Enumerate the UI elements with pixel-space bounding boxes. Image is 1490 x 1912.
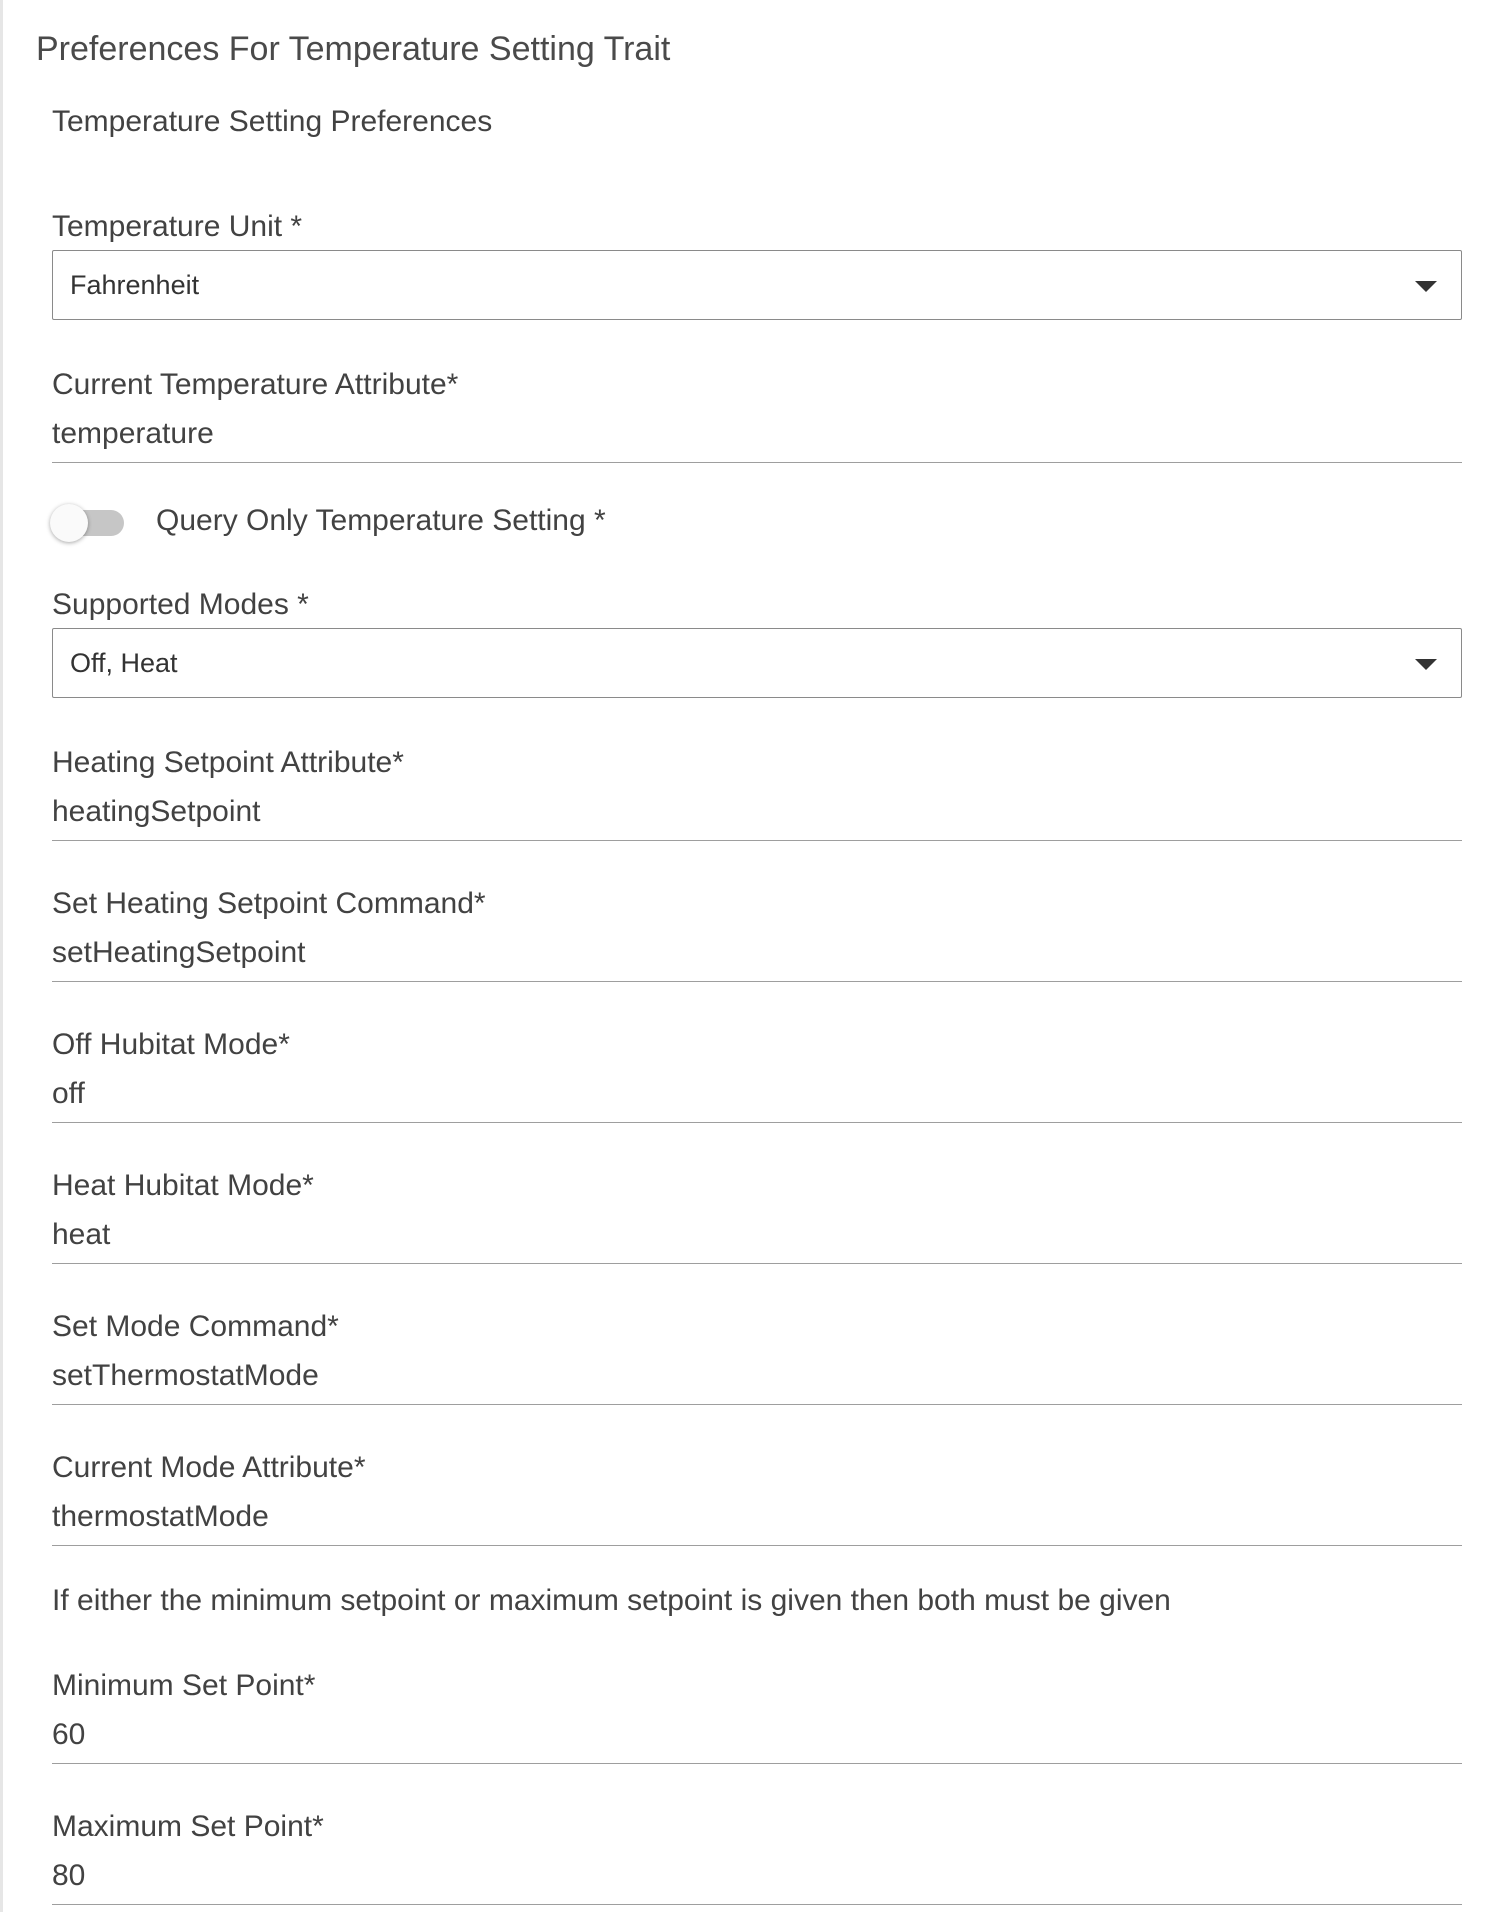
heating-setpoint-attribute-label: Heating Setpoint Attribute* [52, 746, 404, 779]
current-mode-attribute-label: Current Mode Attribute* [52, 1451, 366, 1484]
temperature-unit-label: Temperature Unit * [52, 210, 303, 243]
supported-modes-select[interactable] [52, 628, 1462, 698]
set-heating-setpoint-command-value: setHeatingSetpoint [52, 936, 306, 969]
current-temperature-attribute-label: Current Temperature Attribute* [52, 368, 459, 401]
maximum-set-point-label: Maximum Set Point* [52, 1810, 324, 1843]
toggle-thumb [50, 504, 88, 542]
set-heating-setpoint-command-label: Set Heating Setpoint Command* [52, 887, 486, 920]
heat-hubitat-mode-input[interactable] [52, 1218, 1462, 1264]
current-mode-attribute-value: thermostatMode [52, 1500, 269, 1533]
query-only-label: Query Only Temperature Setting * [156, 504, 606, 537]
off-hubitat-mode-value: off [52, 1077, 85, 1110]
chevron-down-icon [1415, 281, 1437, 292]
set-mode-command-value: setThermostatMode [52, 1359, 319, 1392]
temperature-unit-value: Fahrenheit [70, 270, 200, 300]
page-title: Preferences For Temperature Setting Trait [36, 30, 671, 68]
maximum-set-point-value: 80 [52, 1859, 86, 1892]
query-only-toggle[interactable] [50, 504, 126, 540]
current-temperature-attribute-value: temperature [52, 417, 214, 450]
heating-setpoint-attribute-value: heatingSetpoint [52, 795, 261, 828]
chevron-down-icon [1415, 659, 1437, 670]
current-mode-attribute-input[interactable] [52, 1500, 1462, 1546]
section-label: Temperature Setting Preferences [52, 105, 493, 138]
supported-modes-label: Supported Modes * [52, 588, 309, 621]
minimum-set-point-input[interactable] [52, 1718, 1462, 1764]
temperature-unit-select[interactable] [52, 250, 1462, 320]
current-temperature-attribute-input[interactable] [52, 417, 1462, 463]
maximum-set-point-input[interactable] [52, 1859, 1462, 1905]
minimum-set-point-label: Minimum Set Point* [52, 1669, 316, 1702]
heating-setpoint-attribute-input[interactable] [52, 795, 1462, 841]
left-border [0, 0, 3, 1912]
off-hubitat-mode-input[interactable] [52, 1077, 1462, 1123]
set-heating-setpoint-command-input[interactable] [52, 936, 1462, 982]
heat-hubitat-mode-value: heat [52, 1218, 111, 1251]
heat-hubitat-mode-label: Heat Hubitat Mode* [52, 1169, 314, 1202]
supported-modes-value: Off, Heat [70, 648, 178, 678]
minimum-set-point-value: 60 [52, 1718, 86, 1751]
setpoint-note: If either the minimum setpoint or maximum setpoint is given then both must be given [52, 1584, 1171, 1617]
set-mode-command-label: Set Mode Command* [52, 1310, 339, 1343]
set-mode-command-input[interactable] [52, 1359, 1462, 1405]
off-hubitat-mode-label: Off Hubitat Mode* [52, 1028, 290, 1061]
